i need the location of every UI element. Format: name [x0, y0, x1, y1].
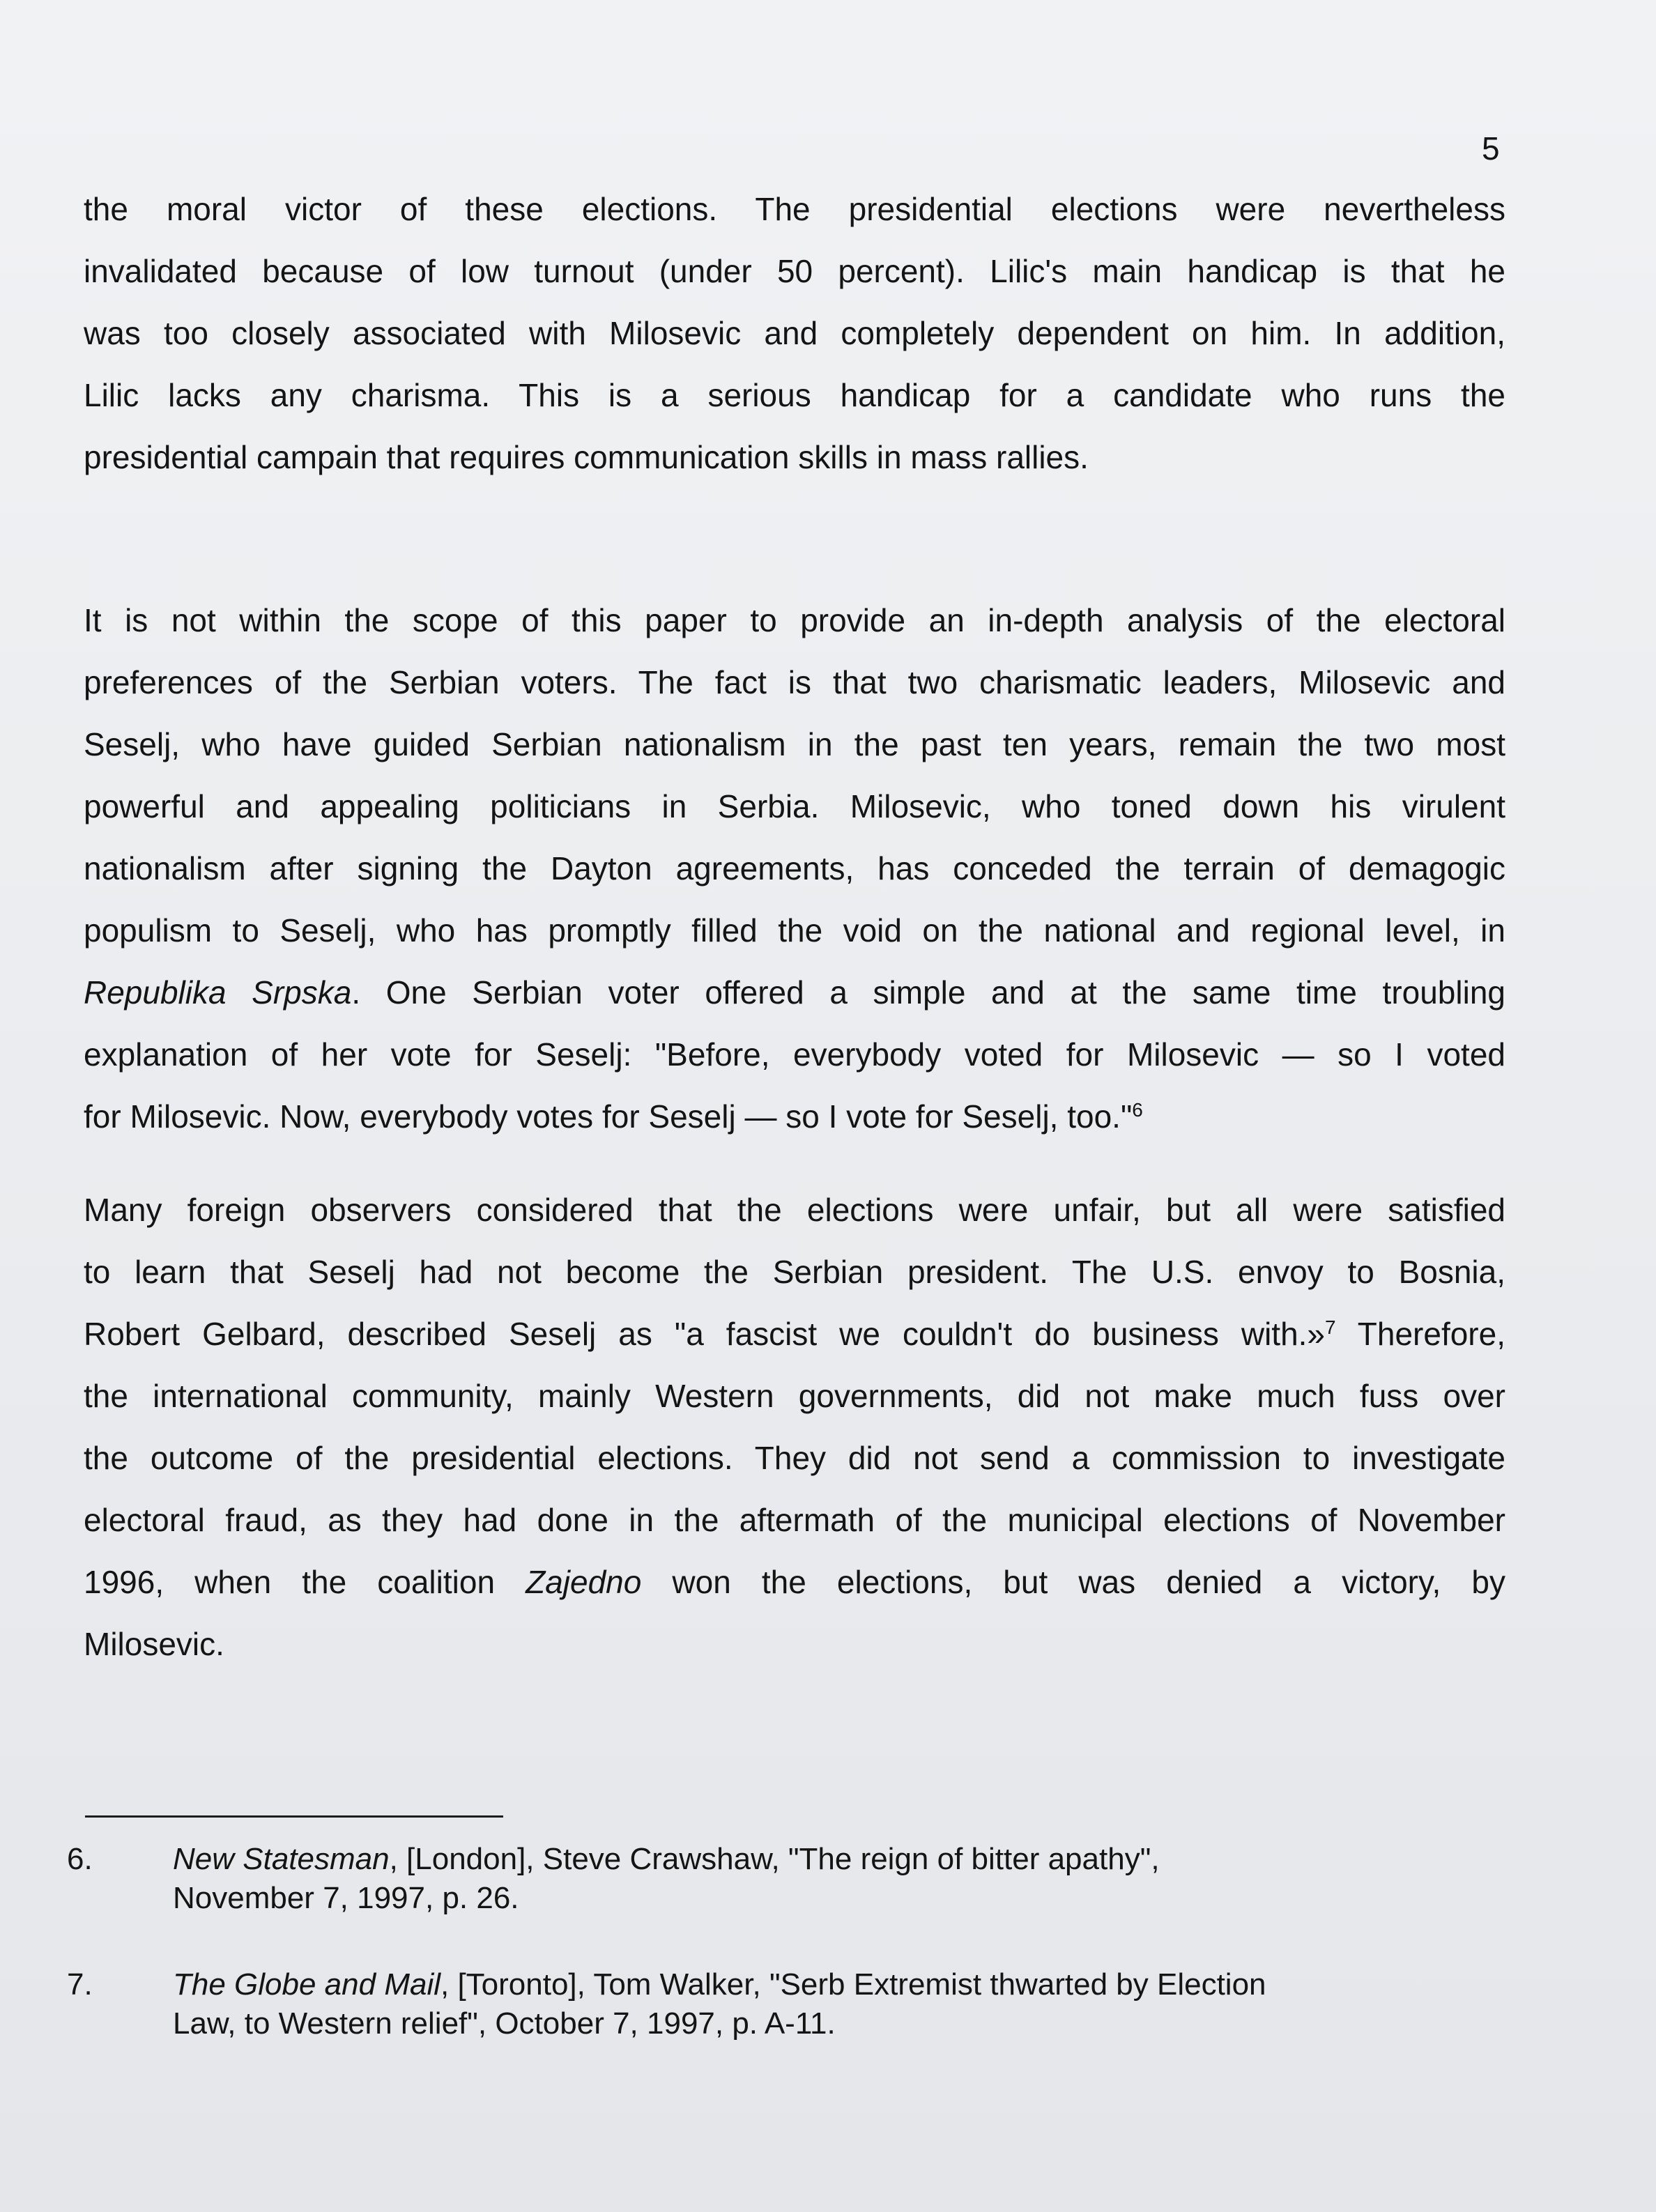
text-line: populism to Seselj, who has promptly filled the void on the national and regional level, in [84, 912, 1505, 948]
text-segment: Robert Gelbard, described Seselj as "a fascist we couldn't do business with.» [84, 1316, 1326, 1352]
page-number: 5 [1482, 130, 1500, 167]
text-line: Milosevic. [84, 1626, 224, 1662]
text-line: Lilic lacks any charisma. This is a serious handicap for a candidate who runs the [84, 377, 1505, 413]
text-segment: . One Serbian voter offered a simple and at the same time troubling [351, 974, 1505, 1011]
footnote-line [173, 1965, 1511, 2004]
text-segment: Therefore, [1335, 1316, 1505, 1352]
text-line: It is not within the scope of this paper to provide an in-depth analysis of the electoral [84, 602, 1505, 638]
footnote-number: 7. [67, 1967, 93, 2002]
text-line: the international community, mainly Western governments, did not make much fuss over [84, 1378, 1505, 1414]
text-line: Many foreign observers considered that the elections were unfair, but all were satisfied [84, 1192, 1505, 1228]
text-line: invalidated because of low turnout (under 50 percent). Lilic's main handicap is that he [84, 253, 1505, 289]
text-line: presidential campain that requires communication skills in mass rallies. [84, 439, 1089, 475]
footnote-line: Law, to Western relief", October 7, 1997, p. A-11. [173, 2006, 836, 2041]
text-segment: for Milosevic. Now, everybody votes for Seselj — so I vote for Seselj, too." [84, 1098, 1133, 1135]
text-line: Seselj, who have guided Serbian nationalism in the past ten years, remain the two most [84, 726, 1505, 762]
paragraph-1 [84, 178, 1505, 489]
italic-term: Republika Srpska [84, 974, 352, 1011]
text-segment: , [London], Steve Crawshaw, "The reign of bitter apathy", [389, 1842, 1160, 1876]
footnote-divider [85, 1815, 503, 1818]
footnote-marker: 6 [1132, 1099, 1143, 1121]
text-segment: , [Toronto], Tom Walker, "Serb Extremist thwarted by Election [440, 1967, 1266, 2002]
text-line [84, 1086, 1505, 1148]
text-segment: 1996, when the coalition [84, 1564, 526, 1600]
text-line [84, 1551, 1505, 1613]
text-line: was too closely associated with Milosevic and completely dependent on him. In addition, [84, 315, 1505, 351]
text-line: powerful and appealing politicians in Serbia. Milosevic, who toned down his virulent [84, 788, 1505, 824]
italic-term: Zajedno [526, 1564, 642, 1600]
footnote-number: 6. [67, 1842, 93, 1876]
text-line: the moral victor of these elections. The presidential elections were nevertheless [84, 191, 1505, 227]
text-line: nationalism after signing the Dayton agreements, has conceded the terrain of demagogic [84, 850, 1505, 886]
text-line: explanation of her vote for Seselj: "Before, everybody voted for Milosevic — so I voted [84, 1036, 1505, 1073]
paragraph-2 [84, 590, 1505, 1148]
text-segment: won the elections, but was denied a victory, by [641, 1564, 1505, 1600]
text-line [84, 1303, 1505, 1365]
italic-source: The Globe and Mail [173, 1967, 440, 2002]
footnote-line: November 7, 1997, p. 26. [173, 1881, 519, 1915]
text-line: to learn that Seselj had not become the Serbian president. The U.S. envoy to Bosnia, [84, 1254, 1505, 1290]
footnote-body [173, 1840, 1511, 1918]
text-line: the outcome of the presidential elections. They did not send a commission to investigate [84, 1440, 1505, 1476]
italic-source: New Statesman [173, 1842, 390, 1876]
footnote-line [173, 1840, 1511, 1879]
footnote-marker: 7 [1325, 1316, 1336, 1338]
paragraph-3 [84, 1179, 1505, 1675]
footnote-body [173, 1965, 1511, 2043]
text-line: preferences of the Serbian voters. The fact is that two charismatic leaders, Milosevic and [84, 664, 1505, 700]
text-line: electoral fraud, as they had done in the aftermath of the municipal elections of November [84, 1502, 1505, 1538]
text-line [84, 962, 1505, 1024]
